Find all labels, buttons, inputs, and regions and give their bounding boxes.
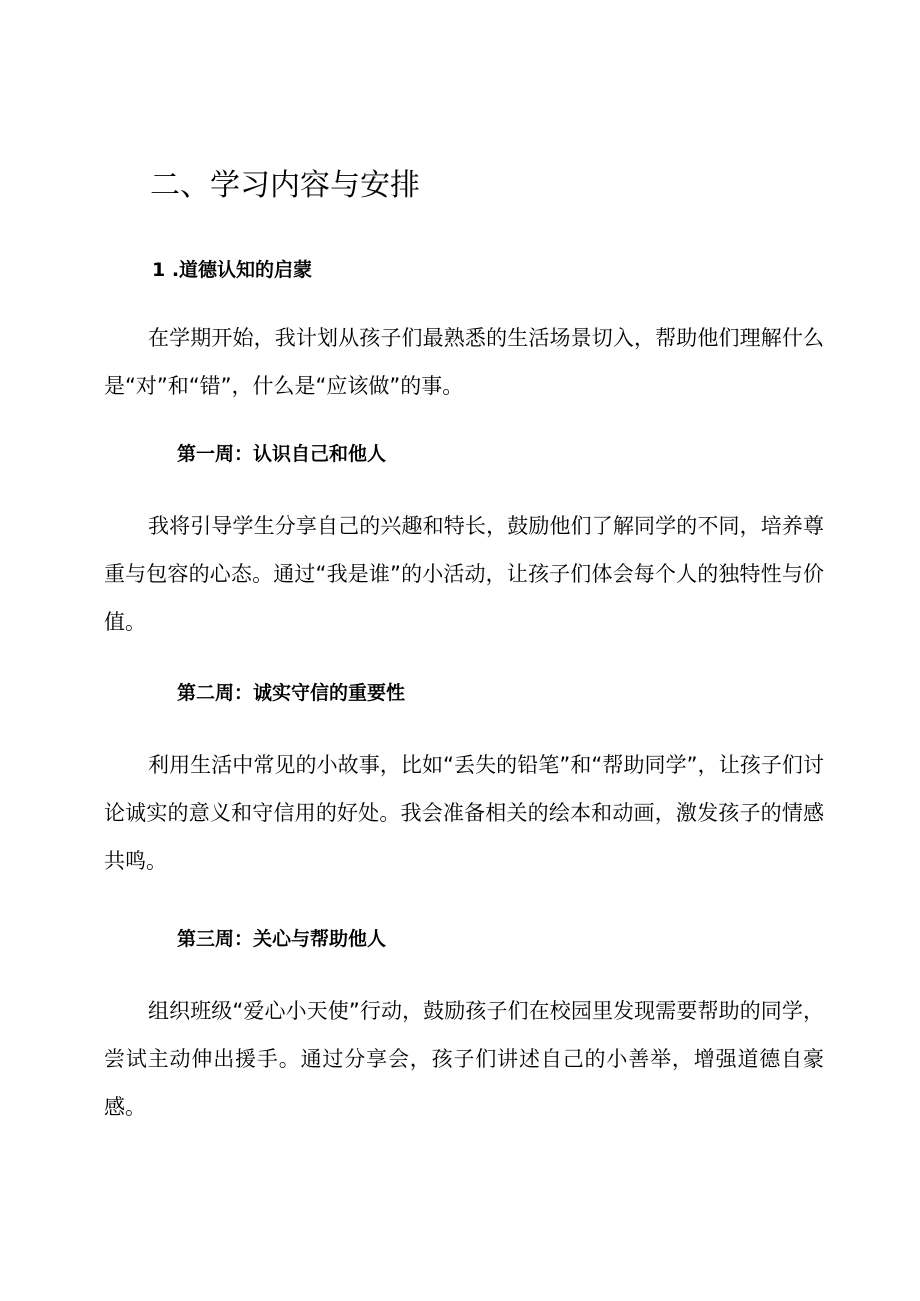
week-3-paragraph: 组织班级“爱心小天使”行动，鼓励孩子们在校园里发现需要帮助的同学，尝试主动伸出援手。通过分享会，孩子们讲述自己的小善举，增强道德自豪感。 <box>104 999 824 1119</box>
section-title: 二、学习内容与安排 <box>150 168 420 203</box>
intro-paragraph: 在学期开始，我计划从孩子们最熟悉的生活场景切入，帮助他们理解什么是“对”和“错”，什么是“应该做”的事。 <box>104 326 824 398</box>
week-1-title: 第一周：认识自己和他人 <box>177 443 387 465</box>
subsection-heading: 1 .道德认知的启蒙 <box>152 259 313 281</box>
week-2-title: 第二周：诚实守信的重要性 <box>177 682 406 704</box>
week-3-title: 第三周：关心与帮助他人 <box>177 928 387 950</box>
week-2-paragraph: 利用生活中常见的小故事，比如“丢失的铅笔”和“帮助同学”，让孩子们讨论诚实的意义和守信用的好处。我会准备相关的绘本和动画，激发孩子的情感共鸣。 <box>104 753 824 873</box>
week-1-paragraph: 我将引导学生分享自己的兴趣和特长，鼓励他们了解同学的不同，培养尊重与包容的心态。通过“我是谁”的小活动，让孩子们体会每个人的独特性与价值。 <box>104 514 824 634</box>
